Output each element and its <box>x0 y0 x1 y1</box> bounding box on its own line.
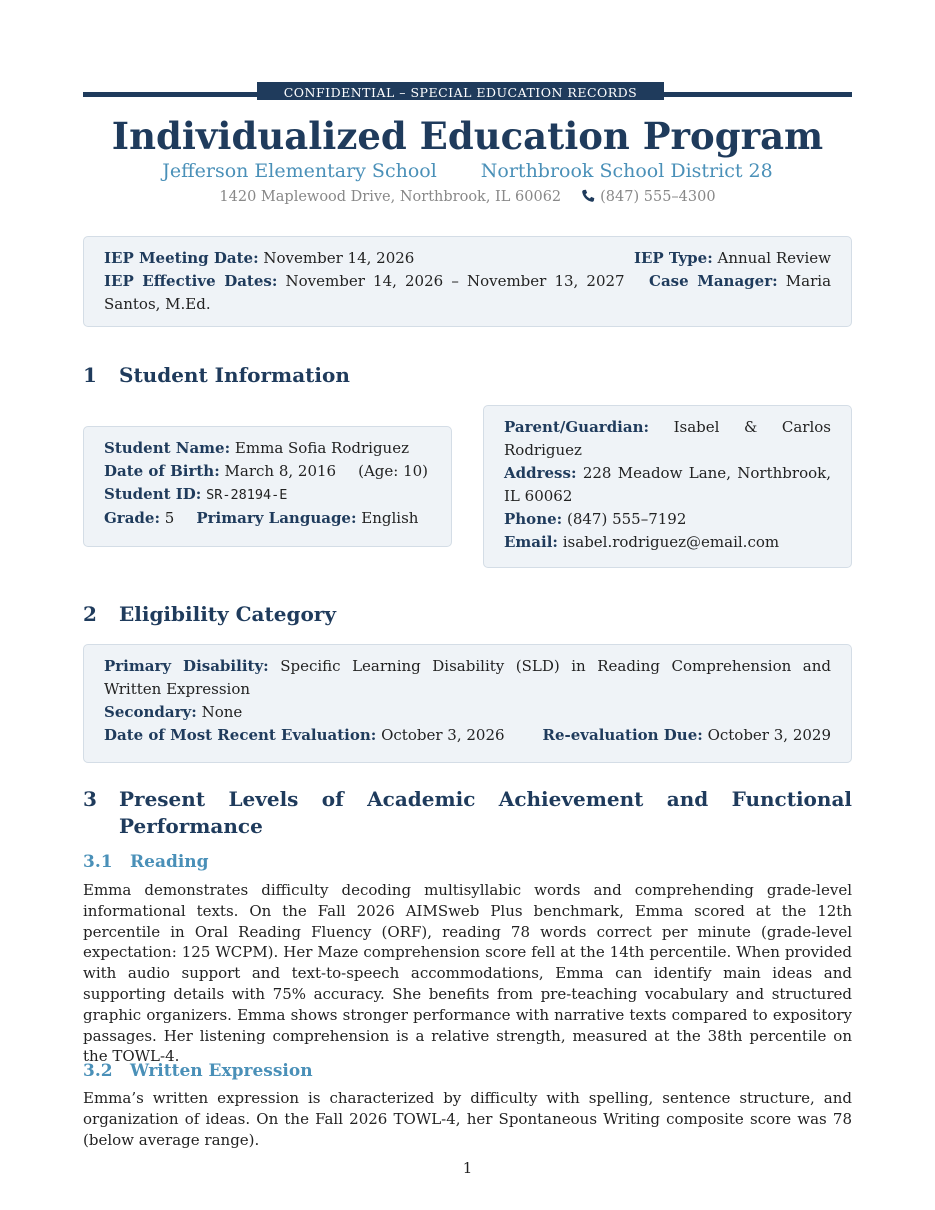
effective-dates-label: IEP Effective Dates: <box>104 272 278 290</box>
student-id-label: Student ID: <box>104 485 202 503</box>
dob-value: March 8, 2016 <box>224 462 337 480</box>
guardian-phone-value: (847) 555–7192 <box>566 510 687 528</box>
section-title: Eligibility Category <box>119 602 336 626</box>
language-label: Primary Language: <box>196 509 357 527</box>
guardian-address-value: 228 Meadow Lane, Northbrook, IL 60062 <box>504 464 831 505</box>
section-heading-student-info <box>83 363 350 387</box>
parent-label: Parent/Guardian: <box>504 418 650 436</box>
meeting-date-label: IEP Meeting Date: <box>104 249 259 267</box>
effective-dates-value: November 14, 2026 – November 13, 2027 <box>285 272 625 290</box>
grade-label: Grade: <box>104 509 161 527</box>
case-manager-label: Case Manager: <box>649 272 778 290</box>
guardian-phone-row <box>504 508 831 531</box>
student-id-row <box>104 483 431 507</box>
student-info-box <box>83 426 452 547</box>
parent-row <box>504 416 831 462</box>
section-title: Present Levels of Academic Achievement and Functional Performance <box>119 787 852 838</box>
section-heading-eligibility <box>83 602 336 626</box>
evaluation-date-value: October 3, 2026 <box>381 726 505 744</box>
evaluation-date-label: Date of Most Recent Evaluation: <box>104 726 377 744</box>
evaluation-row <box>104 724 831 747</box>
student-name-row <box>104 437 431 460</box>
section-title: Student Information <box>119 363 350 387</box>
meeting-row-1 <box>104 247 831 270</box>
subsection-number: 3.2 <box>83 1061 113 1081</box>
phone-icon <box>581 189 595 203</box>
guardian-email-label: Email: <box>504 533 558 551</box>
confidential-label: CONFIDENTIAL – SPECIAL EDUCATION RECORDS <box>257 82 664 100</box>
school-address-line <box>83 189 852 205</box>
dob-label: Date of Birth: <box>104 462 220 480</box>
case-manager-value: Maria Santos, M.Ed. <box>104 272 832 313</box>
primary-disability-label: Primary Disability: <box>104 657 269 675</box>
school-address: 1420 Maplewood Drive, Northbrook, IL 60062 <box>219 189 562 205</box>
parent-value: Isabel & Carlos Rodriguez <box>504 418 831 459</box>
written-expression-paragraph: Emma’s written expression is characterized by difficulty with spelling, sentence structure, and organization of ideas. On the Fall 2026 TOWL-4, her Spontaneous Writing composite score was 78 (below average range). <box>83 1089 852 1149</box>
section-number: 3 <box>83 787 97 811</box>
subsection-title: Reading <box>130 852 209 872</box>
section-number: 1 <box>83 363 97 387</box>
reading-paragraph: Emma demonstrates difficulty decoding multisyllabic words and comprehending grade-level informational texts. On the Fall 2026 AIMSweb Plus benchmark, Emma scored at the 12th percentile in Oral Reading Fluency (ORF), reading 78 words correct per minute (grade-level expectation: 125 WCPM). Her Maze comprehension score fell at the 14th percentile. When provided with audio support and text-to-speech accommodations, Emma can identify main ideas and supporting details with 75% accuracy. She benefits from pre-teaching vocabulary and structured graphic organizers. Emma shows stronger performance with narrative texts compared to expository passages. Her listening comprehension is a relative strength, measured at the 38th percentile on the TOWL-4. <box>83 881 852 1066</box>
reevaluation-date <box>542 724 831 747</box>
student-name-value: Emma Sofia Rodriguez <box>234 439 409 457</box>
grade-row <box>104 507 431 530</box>
reevaluation-value: October 3, 2029 <box>707 726 831 744</box>
meeting-row-2 <box>104 270 831 316</box>
guardian-phone-label: Phone: <box>504 510 563 528</box>
grade-value: 5 <box>164 509 175 527</box>
page-number: 1 <box>462 1159 473 1177</box>
evaluation-date <box>104 724 505 747</box>
section-heading-present-levels <box>83 786 852 840</box>
dob-row <box>104 460 431 483</box>
iep-type-value: Annual Review <box>717 249 831 267</box>
secondary-label: Secondary: <box>104 703 197 721</box>
subsection-heading-written-expression <box>83 1061 313 1081</box>
school-line <box>83 160 852 182</box>
subsection-number: 3.1 <box>83 852 113 872</box>
guardian-email-value: isabel.rodriguez@email.com <box>562 533 780 551</box>
language-value: English <box>361 509 419 527</box>
eligibility-box <box>83 644 852 763</box>
guardian-email-row <box>504 531 831 554</box>
confidential-banner <box>83 82 852 98</box>
student-id-value: SR-28194-E <box>206 487 288 503</box>
section-number: 2 <box>83 602 97 626</box>
meeting-date <box>104 247 414 270</box>
district-name: Northbrook School District 28 <box>480 160 773 182</box>
reevaluation-label: Re-evaluation Due: <box>542 726 703 744</box>
school-name: Jefferson Elementary School <box>162 160 437 182</box>
guardian-address-label: Address: <box>504 464 577 482</box>
iep-type-label: IEP Type: <box>633 249 713 267</box>
secondary-row <box>104 701 831 724</box>
school-phone: (847) 555–4300 <box>600 189 716 205</box>
student-age: (Age: 10) <box>358 462 429 480</box>
guardian-info-box <box>483 405 852 568</box>
meeting-date-value: November 14, 2026 <box>263 249 415 267</box>
student-name-label: Student Name: <box>104 439 231 457</box>
subsection-heading-reading <box>83 852 209 872</box>
subsection-title: Written Expression <box>130 1061 313 1081</box>
primary-disability-value: Specific Learning Disability (SLD) in Reading Comprehension and Written Expression <box>104 657 831 698</box>
guardian-address-row <box>504 462 831 508</box>
primary-disability-row <box>104 655 831 701</box>
secondary-value: None <box>201 703 243 721</box>
document-title: Individualized Education Program <box>111 114 824 158</box>
iep-type <box>634 247 831 270</box>
meeting-info-box <box>83 236 852 327</box>
